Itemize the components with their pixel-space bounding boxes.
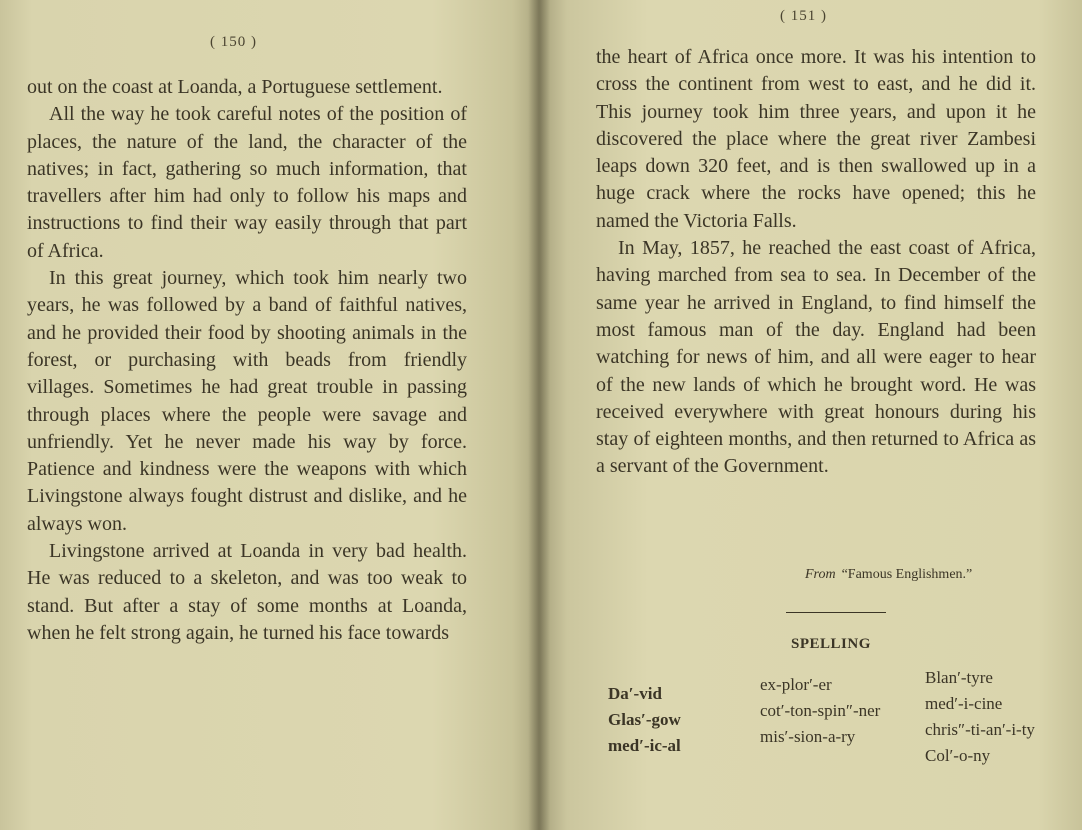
paragraph: All the way he took careful notes of the position of places, the nature of the land, the character of the natives; in fact, gathering so much information, that travellers after him had only to follow his maps and instructions to find their way easily through that part of Africa. xyxy=(27,103,467,262)
spelling-column-2 xyxy=(760,672,880,750)
page-text xyxy=(27,74,467,647)
spelling-word: med′-i-cine xyxy=(925,694,1003,713)
paragraph: Livingstone arrived at Loanda in very bad health. He was reduced to a skeleton, and was too weak to stand. But after a stay of some months at Loanda, when he felt strong again, he turned his face towards xyxy=(27,540,467,644)
paragraph: the heart of Africa once more. It was his intention to cross the continent from west to east, and he did it. This journey took him three years, and upon it he discovered the place where the great river Zambesi leaps down 320 feet, and is then swallowed up in a huge crack where the rocks have opened; this he named the Victoria Falls. xyxy=(596,46,1036,232)
page-number: ( 150 ) xyxy=(210,34,257,50)
spelling-column-1 xyxy=(608,681,681,759)
spelling-word: med′-ic-al xyxy=(608,736,681,755)
spelling-word: chris″-ti-an′-i-ty xyxy=(925,720,1035,739)
spelling-word: ex-plor′-er xyxy=(760,675,832,694)
source-prefix: From xyxy=(805,567,836,582)
paragraph: In this great journey, which took him nearly two years, he was followed by a band of faithful natives, and he provided their food by shooting animals in the forest, or purchasing with beads from friendly villages. Sometimes he had great trouble in passing through places where the people were savage and unfriendly. Yet he never made his way by force. Patience and kindness were the weapons with which Livingstone always fought distrust and dislike, and he always won. xyxy=(27,267,467,535)
spelling-column-3 xyxy=(925,665,1035,769)
source-title: “Famous Englishmen.” xyxy=(841,567,973,582)
spelling-word: cot′-ton-spin″-ner xyxy=(760,701,881,720)
spelling-word: Da′-vid xyxy=(608,684,662,703)
spelling-word: Col′-o-ny xyxy=(925,746,991,765)
spelling-word: Blan′-tyre xyxy=(925,668,993,687)
book-gutter xyxy=(528,0,550,830)
paragraph: In May, 1857, he reached the east coast of Africa, having marched from sea to sea. In December of the same year he arrived in England, to find himself the most famous man of the day. England had been watching for news of him, and all were eager to hear of the new lands of which he brought word. He was received everywhere with great honours during his stay of eighteen months, and then returned to Africa as a servant of the Government. xyxy=(596,237,1036,478)
page-number: ( 151 ) xyxy=(780,8,827,24)
spelling-word: Glas′-gow xyxy=(608,710,681,729)
spelling-word: mis′-sion-a-ry xyxy=(760,727,856,746)
spelling-heading: SPELLING xyxy=(791,636,871,652)
right-page xyxy=(540,0,1082,830)
left-page xyxy=(0,0,540,830)
divider xyxy=(786,612,886,613)
page-text xyxy=(596,44,1036,481)
source-citation xyxy=(805,567,972,583)
paragraph: out on the coast at Loanda, a Portuguese settlement. xyxy=(27,76,443,98)
